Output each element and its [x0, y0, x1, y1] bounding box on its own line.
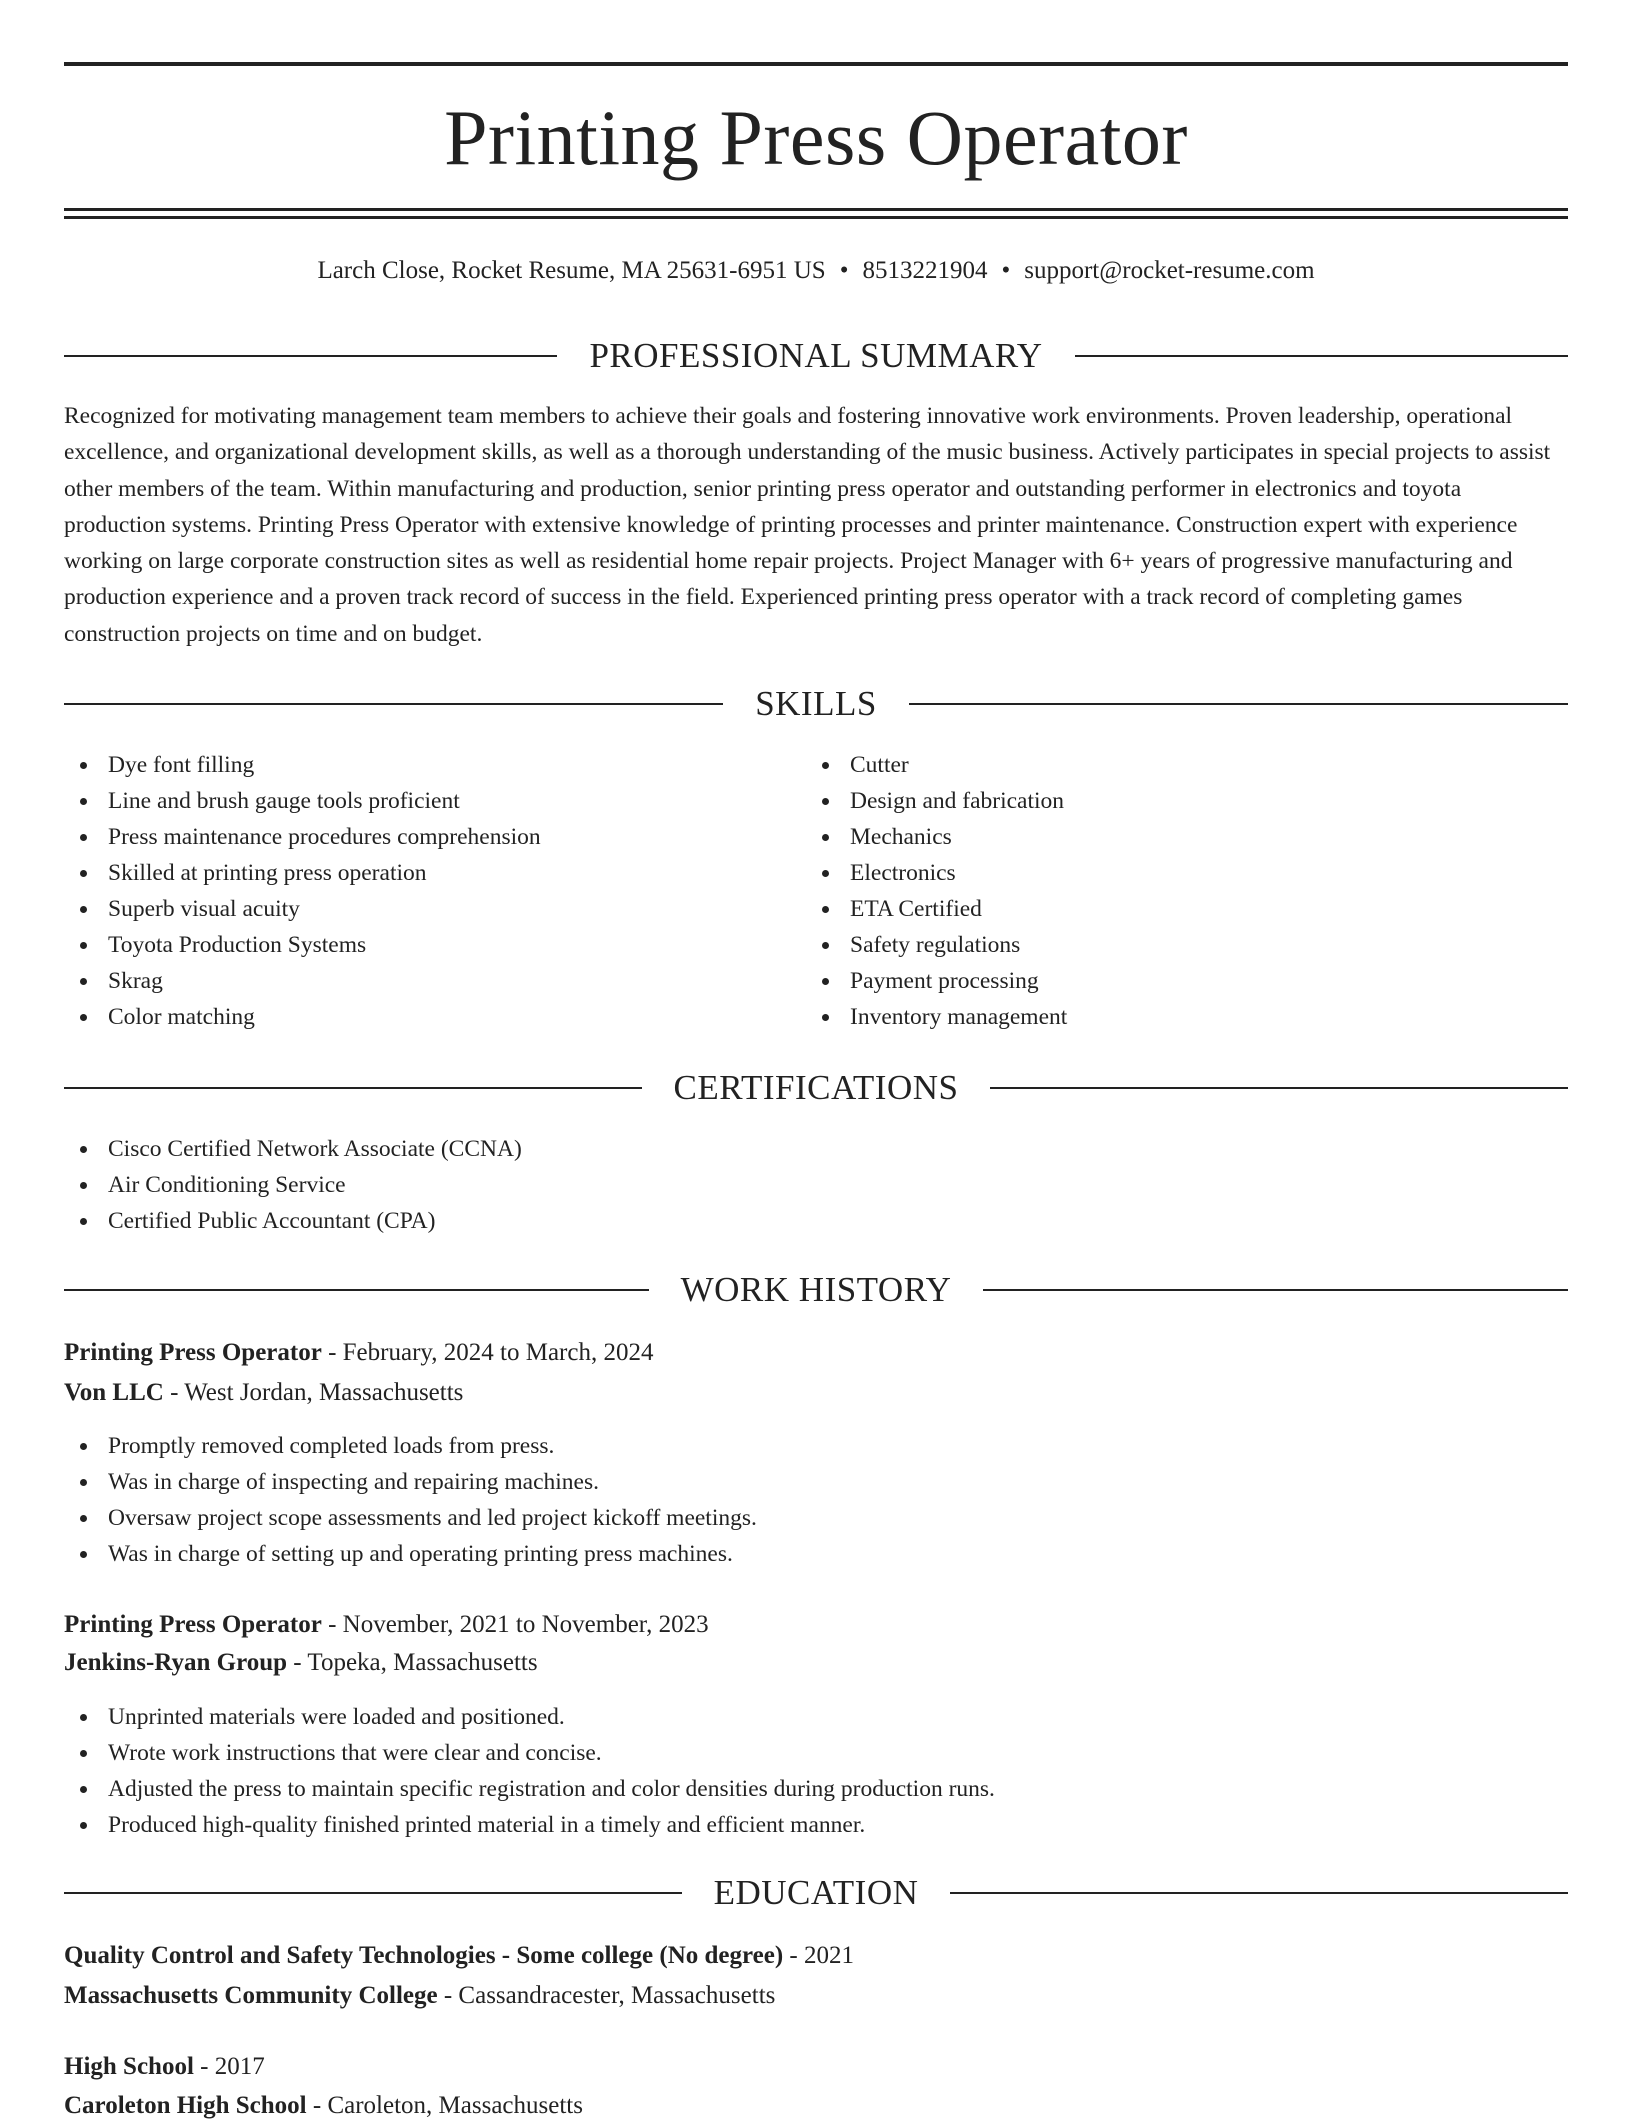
job-bullet: Oversaw project scope assessments and led project kickoff meetings.	[64, 1500, 757, 1536]
section-rule	[64, 703, 723, 705]
section-rule	[64, 1087, 642, 1089]
certification-item: Cisco Certified Network Associate (CCNA)	[64, 1131, 522, 1167]
contact-separator: •	[839, 257, 849, 284]
section-rule	[990, 1087, 1568, 1089]
job-company-line	[64, 1645, 538, 1681]
skill-item: Superb visual acuity	[64, 891, 541, 927]
section-rule	[950, 1892, 1568, 1894]
skills-list-left	[64, 747, 541, 1035]
job-bullet: Produced high-quality finished printed material in a timely and efficient manner.	[64, 1807, 995, 1843]
job-bullet: Adjusted the press to maintain specific registration and color densities during production runs.	[64, 1771, 995, 1807]
candidate-name: Printing Press Operator	[444, 94, 1188, 181]
section-title: WORK HISTORY	[680, 1270, 952, 1309]
education-degree-line	[64, 1938, 854, 1974]
job-dates: - February, 2024 to March, 2024	[321, 1339, 654, 1366]
section-title: SKILLS	[755, 684, 877, 723]
section-title: CERTIFICATIONS	[673, 1068, 959, 1107]
skill-item: Design and fabrication	[806, 783, 1067, 819]
job-bullets	[64, 1699, 995, 1843]
summary-text: Recognized for motivating management team members to achieve their goals and fostering innovative work environments. Proven leadership, operational excellence, and organizational development skills, as well as a thorough understanding of the music business. Actively participates in special projects to assist other members of the team. Within manufacturing and production, senior printing press operator and outstanding performer in electronics and toyota production systems. Printing Press Operator with extensive knowledge of printing processes and printer maintenance. Construction expert with experience working on large corporate construction sites as well as residential home repair projects. Project Manager with 6+ years of progressive manufacturing and production experience and a proven track record of success in the field. Experienced printing press operator with a track record of completing games construction projects on time and on budget.	[64, 403, 1551, 647]
skill-item: Skilled at printing press operation	[64, 855, 541, 891]
skill-item: Toyota Production Systems	[64, 927, 541, 963]
education-school-line	[64, 2088, 583, 2124]
section-header-skills	[64, 684, 1568, 724]
section-header-certifications	[64, 1068, 1568, 1108]
top-rule	[64, 62, 1568, 66]
education-degree: Quality Control and Safety Technologies - Some college (No degree)	[64, 1942, 784, 1969]
skill-item: Skrag	[64, 963, 541, 999]
section-rule	[909, 703, 1568, 705]
job-bullet: Was in charge of inspecting and repairing machines.	[64, 1464, 757, 1500]
job-dates: - November, 2021 to November, 2023	[321, 1611, 709, 1638]
education-degree: High School	[64, 2053, 194, 2080]
job-company-line	[64, 1375, 463, 1411]
header-rule	[64, 208, 1568, 211]
job-location: - Topeka, Massachusetts	[287, 1649, 538, 1676]
section-title: EDUCATION	[713, 1873, 919, 1912]
skill-item: Press maintenance procedures comprehension	[64, 819, 541, 855]
education-location: - Caroleton, Massachusetts	[306, 2092, 583, 2119]
skill-item: Safety regulations	[806, 927, 1067, 963]
section-header-work	[64, 1270, 1568, 1310]
section-rule	[64, 1289, 649, 1291]
section-title: PROFESSIONAL SUMMARY	[589, 336, 1043, 375]
job-bullet: Promptly removed completed loads from press.	[64, 1428, 757, 1464]
job-company: Von LLC	[64, 1379, 164, 1406]
job-bullet: Unprinted materials were loaded and positioned.	[64, 1699, 995, 1735]
education-year: - 2021	[783, 1942, 854, 1969]
header-rule	[64, 216, 1568, 219]
contact-email[interactable]: support@rocket-resume.com	[1024, 257, 1315, 284]
contact-separator: •	[1001, 257, 1011, 284]
section-rule	[64, 1892, 682, 1894]
education-location: - Cassandracester, Massachusetts	[437, 1982, 776, 2009]
section-header-education	[64, 1873, 1568, 1913]
certifications-list	[64, 1131, 522, 1239]
job-title: Printing Press Operator	[64, 1611, 322, 1638]
skill-item: Line and brush gauge tools proficient	[64, 783, 541, 819]
section-rule	[983, 1289, 1568, 1291]
contact-phone: 8513221904	[862, 257, 988, 284]
skills-list-right	[806, 747, 1067, 1035]
skill-item: Color matching	[64, 999, 541, 1035]
skill-item: Payment processing	[806, 963, 1067, 999]
job-title: Printing Press Operator	[64, 1339, 322, 1366]
section-header-summary	[64, 336, 1568, 376]
job-bullets	[64, 1428, 757, 1572]
job-title-line	[64, 1607, 709, 1643]
contact-address: Larch Close, Rocket Resume, MA 25631-6951 US	[317, 257, 826, 284]
skill-item: Mechanics	[806, 819, 1067, 855]
job-bullet: Wrote work instructions that were clear and concise.	[64, 1735, 995, 1771]
education-year: - 2017	[193, 2053, 265, 2080]
certification-item: Certified Public Accountant (CPA)	[64, 1203, 522, 1239]
contact-line	[64, 254, 1568, 288]
certification-item: Air Conditioning Service	[64, 1167, 522, 1203]
job-bullet: Was in charge of setting up and operating printing press machines.	[64, 1536, 757, 1572]
skill-item: ETA Certified	[806, 891, 1067, 927]
section-rule	[64, 355, 557, 357]
education-school-line	[64, 1978, 775, 2014]
skill-item: Dye font filling	[64, 747, 541, 783]
job-location: - West Jordan, Massachusetts	[163, 1379, 464, 1406]
skill-item: Electronics	[806, 855, 1067, 891]
education-school: Caroleton High School	[64, 2092, 307, 2119]
skill-item: Cutter	[806, 747, 1067, 783]
education-degree-line	[64, 2049, 265, 2085]
education-school: Massachusetts Community College	[64, 1982, 438, 2009]
section-rule	[1075, 355, 1568, 357]
job-company: Jenkins-Ryan Group	[64, 1649, 288, 1676]
job-title-line	[64, 1335, 653, 1371]
skill-item: Inventory management	[806, 999, 1067, 1035]
